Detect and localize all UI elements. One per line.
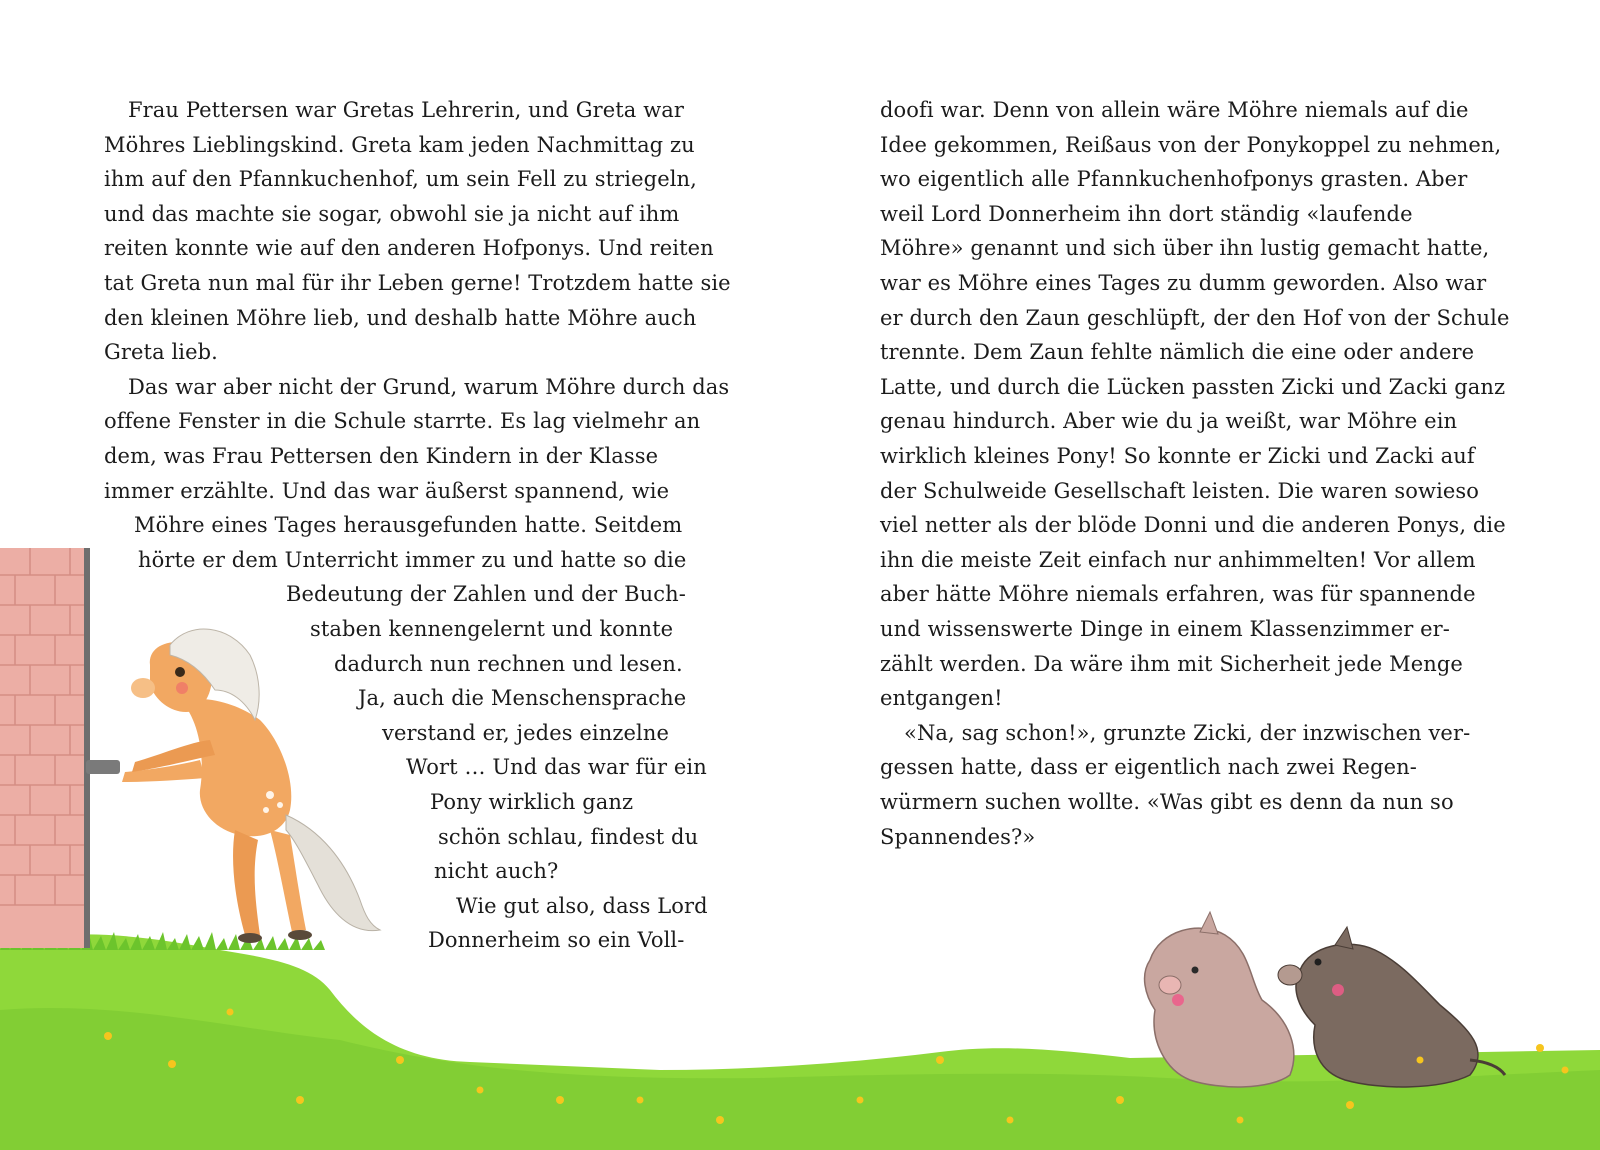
right-page-line: gessen hatte, dass er eigentlich nach zwei Regen- xyxy=(880,755,1417,780)
left-page-line: Greta lieb. xyxy=(104,340,218,365)
left-page-line: schön schlau, findest du xyxy=(438,824,699,849)
right-page-line: würmern suchen wollte. «Was gibt es denn da nun so xyxy=(880,790,1454,814)
left-page-line: Ja, auch die Menschensprache xyxy=(358,686,687,711)
left-page-line: nicht auch? xyxy=(434,859,559,884)
right-page-line: wirklich kleines Pony! So konnte er Zicki und Zacki auf xyxy=(880,444,1475,468)
right-page-line: Spannendes?» xyxy=(880,824,1036,849)
right-page-line: entgangen! xyxy=(880,686,1003,711)
left-page-line: offene Fenster in die Schule starrte. Es lag vielmehr an xyxy=(104,409,701,434)
left-page-line: Pony wirklich ganz xyxy=(430,790,634,814)
left-page-line: Wie gut also, dass Lord xyxy=(456,893,708,918)
right-page-line: Latte, und durch die Lücken passten Zicki und Zacki ganz xyxy=(880,374,1506,399)
left-page-line: tat Greta nun mal für ihr Leben gerne! Trotzdem hatte sie xyxy=(104,271,731,295)
right-page-line: zählt werden. Da wäre ihm mit Sicherheit jede Menge xyxy=(880,651,1463,676)
left-page-line: verstand er, jedes einzelne xyxy=(382,720,670,745)
right-page-line: ihn die meiste Zeit einfach nur anhimmelten! Vor allem xyxy=(880,547,1476,572)
brick-wall xyxy=(0,548,120,948)
right-page-line: weil Lord Donnerheim ihn dort ständig «laufende xyxy=(880,201,1413,226)
left-page-line: ihm auf den Pfannkuchenhof, um sein Fell zu striegeln, xyxy=(104,167,697,192)
right-page-line: Möhre» genannt und sich über ihn lustig gemacht hatte, xyxy=(880,236,1490,261)
right-page-line: wo eigentlich alle Pfannkuchenhofponys grasten. Aber xyxy=(880,167,1468,192)
left-page-line: und das machte sie sogar, obwohl sie ja nicht auf ihm xyxy=(104,201,680,226)
right-page-line: er durch den Zaun geschlüpft, der den Hof von der Schule xyxy=(880,305,1510,330)
piglets-illustration xyxy=(1145,912,1505,1087)
left-page-line: Möhres Lieblingskind. Greta kam jeden Nachmittag zu xyxy=(104,132,695,157)
right-page-line: viel netter als der blöde Donni und die anderen Ponys, die xyxy=(880,513,1506,538)
left-page-line: Donnerheim so ein Voll- xyxy=(428,928,685,953)
right-page-line: war es Möhre eines Tages zu dumm geworden. Also war xyxy=(880,271,1487,295)
left-page-line: Das war aber nicht der Grund, warum Möhre durch das xyxy=(128,374,730,399)
left-page-line: dem, was Frau Pettersen den Kindern in der Klasse xyxy=(104,444,659,468)
right-page-line: doofi war. Denn von allein wäre Möhre niemals auf die xyxy=(880,98,1469,122)
left-page-line: dadurch nun rechnen und lesen. xyxy=(334,651,683,676)
left-page-line: hörte er dem Unterricht immer zu und hatte so die xyxy=(138,547,687,572)
left-page-line: immer erzählte. Und das war äußerst spannend, wie xyxy=(104,478,670,503)
right-page-line: und wissenswerte Dinge in einem Klassenzimmer er- xyxy=(880,617,1450,641)
right-page-line: Idee gekommen, Reißaus von der Ponykoppel zu nehmen, xyxy=(880,132,1502,157)
right-page-line: «Na, sag schon!», grunzte Zicki, der inzwischen ver- xyxy=(904,720,1471,745)
right-page-line: aber hätte Möhre niemals erfahren, was für spannende xyxy=(880,582,1476,607)
left-page-line: reiten konnte wie auf den anderen Hofponys. Und reiten xyxy=(104,236,714,261)
left-page-line: Wort … Und das war für ein xyxy=(406,755,707,780)
right-page-line: genau hindurch. Aber wie du ja weißt, war Möhre ein xyxy=(880,409,1458,434)
left-page-line: den kleinen Möhre lieb, und deshalb hatte Möhre auch xyxy=(104,305,697,330)
left-page-line: staben kennengelernt und konnte xyxy=(310,617,674,641)
left-page-line: Möhre eines Tages herausgefunden hatte. Seitdem xyxy=(134,513,683,538)
right-page-line: der Schulweide Gesellschaft leisten. Die waren sowieso xyxy=(880,478,1480,503)
left-page-line: Bedeutung der Zahlen und der Buch- xyxy=(286,582,686,607)
right-page-line: trennte. Dem Zaun fehlte nämlich die eine oder andere xyxy=(880,340,1475,365)
left-page-line: Frau Pettersen war Gretas Lehrerin, und Greta war xyxy=(128,98,685,122)
